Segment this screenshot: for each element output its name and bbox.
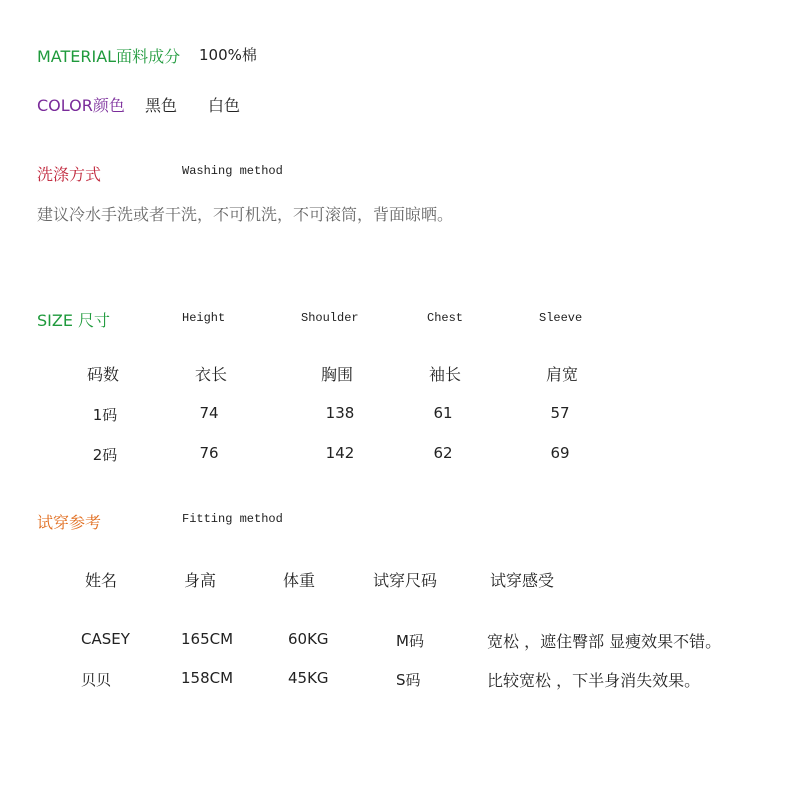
size-cell: 62 [433,444,453,462]
fitting-cell: S码 [396,671,421,689]
fitting-title: 试穿参考 [37,513,102,532]
size-cell: 76 [199,444,219,462]
size-header-en: Chest [427,311,464,325]
fitting-cell: 60KG [288,630,329,648]
size-header-cn: 胸围 [320,365,353,384]
fitting-cell: 165CM [181,630,234,648]
size-cell: 142 [325,444,355,462]
fitting-cell: 158CM [181,669,234,687]
size-cell: 69 [550,444,570,462]
size-header-cn: 码数 [86,365,119,384]
fitting-cell: 贝贝 [81,671,112,689]
fitting-cell: 45KG [288,669,329,687]
size-cell: 138 [325,404,355,422]
size-header-cn: 衣长 [194,365,227,384]
fitting-header: 姓名 [85,571,118,590]
size-header-en: Shoulder [301,311,359,325]
fitting-cell: 比较宽松 ，下半身消失效果。 [487,671,701,690]
material-value: 100%棉 [199,46,257,64]
size-header-en: Height [182,311,226,325]
washing-title-en: Washing method [182,164,283,178]
size-cell: 61 [433,404,453,422]
color-label: COLOR颜色 [37,96,125,115]
material-label: MATERIAL面料成分 [37,47,181,66]
fitting-header: 试穿尺码 [373,571,438,590]
color-option-white: 白色 [208,96,241,115]
size-header-cn: 肩宽 [545,365,578,384]
fitting-header: 身高 [184,571,217,590]
fitting-title-en: Fitting method [182,512,283,526]
fitting-cell: CASEY [81,630,130,648]
size-title: SIZE 尺寸 [37,311,111,330]
size-cell: 57 [550,404,570,422]
size-header-cn: 袖长 [428,365,461,384]
washing-instructions: 建议冷水手洗或者干洗，不可机洗，不可滚筒，背面晾晒。 [37,205,454,224]
washing-title: 洗涤方式 [37,165,102,184]
size-cell: 74 [199,404,219,422]
color-option-black: 黑色 [145,96,178,115]
size-cell: 2码 [92,446,118,464]
size-header-en: Sleeve [539,311,583,325]
size-cell: 1码 [92,406,118,424]
fitting-header: 体重 [283,571,316,590]
fitting-cell: 宽松 ，遮住臀部 显瘦效果不错。 [487,632,722,651]
fitting-header: 试穿感受 [490,571,555,590]
fitting-cell: M码 [396,632,424,650]
